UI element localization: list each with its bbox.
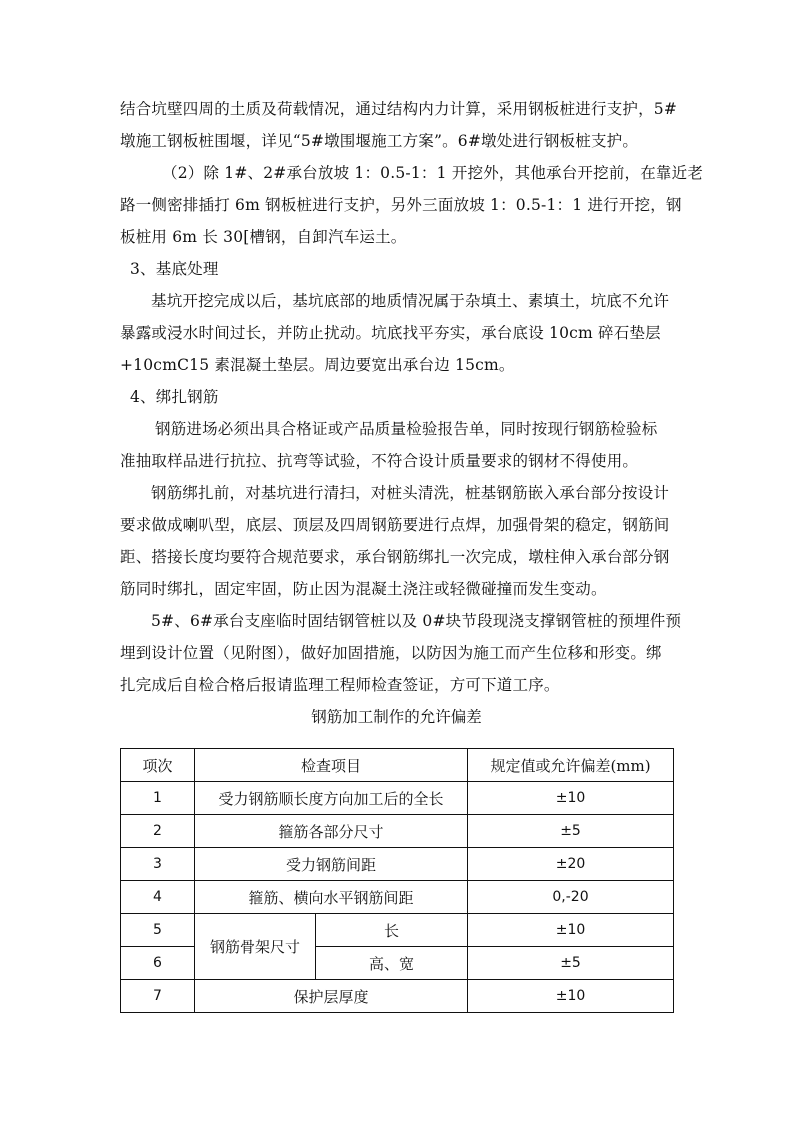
row-no: 6 [121, 947, 195, 980]
row-item: 保护层厚度 [195, 980, 468, 1013]
body-text-line: 墩施工钢板桩围堰，详见“5#墩围堰施工方案”。6#墩处进行钢板桩支护。 [120, 132, 639, 150]
table-row [121, 980, 674, 1013]
row-value: ±10 [468, 980, 674, 1013]
table-row [121, 881, 674, 914]
section-heading: 4、绑扎钢筋 [130, 388, 219, 406]
row-no: 1 [121, 782, 195, 815]
body-text-line: 板桩用 6m 长 30[槽钢，自卸汽车运土。 [120, 228, 407, 246]
body-text-line: 埋到设计位置（见附图），做好加固措施，以防因为施工而产生位移和形变。绑 [120, 644, 662, 662]
row-subitem: 长 [316, 914, 468, 947]
row-item: 箍筋、横向水平钢筋间距 [195, 881, 468, 914]
header-value: 规定值或允许偏差(mm) [468, 749, 674, 782]
body-text-line: 基坑开挖完成以后，基坑底部的地质情况属于杂填土、素填土，坑底不允许 [151, 292, 670, 310]
body-text-line: 钢筋绑扎前，对基坑进行清扫，对桩头清洗，桩基钢筋嵌入承台部分按设计 [151, 484, 670, 502]
row-no: 3 [121, 848, 195, 881]
row-subitem: 高、宽 [316, 947, 468, 980]
body-text-line: 暴露或浸水时间过长，并防止扰动。坑底找平夯实，承台底设 10cm 碎石垫层 [120, 324, 661, 342]
row-no: 2 [121, 815, 195, 848]
row-item: 受力钢筋顺长度方向加工后的全长 [195, 782, 468, 815]
body-text-line: +10cmC15 素混凝土垫层。周边要宽出承台边 15cm。 [120, 356, 515, 374]
table-header-row [121, 749, 674, 782]
body-text-line: 路一侧密排插打 6m 钢板桩进行支护，另外三面放坡 1：0.5-1：1 进行开挖，钢 [120, 196, 682, 214]
row-value: ±5 [468, 815, 674, 848]
row-item: 箍筋各部分尺寸 [195, 815, 468, 848]
row-value: ±10 [468, 782, 674, 815]
body-text-line: 要求做成喇叭型，底层、顶层及四周钢筋要进行点焊，加强骨架的稳定，钢筋间 [120, 516, 670, 534]
row-no: 7 [121, 980, 195, 1013]
body-text-line: 5#、6#承台支座临时固结钢管桩以及 0#块节段现浇支撑钢管桩的预埋件预 [151, 612, 682, 630]
row-value: 0,-20 [468, 881, 674, 914]
row-value: ±5 [468, 947, 674, 980]
row-value: ±10 [468, 914, 674, 947]
table-row [121, 914, 674, 947]
header-no: 项次 [121, 749, 195, 782]
table-row [121, 782, 674, 815]
body-text-line: 钢筋进场必须出具合格证或产品质量检验报告单，同时按现行钢筋检验标 [155, 420, 658, 438]
row-group-item: 钢筋骨架尺寸 [195, 914, 316, 980]
body-text-line: 筋同时绑扎，固定牢固，防止因为混凝土浇注或轻微碰撞而发生变动。 [120, 580, 607, 598]
header-item: 检查项目 [195, 749, 468, 782]
body-text-line: 结合坑壁四周的土质及荷载情况，通过结构内力计算，采用钢板桩进行支护，5# [120, 100, 678, 118]
row-no: 5 [121, 914, 195, 947]
row-value: ±20 [468, 848, 674, 881]
section-heading: 3、基底处理 [130, 260, 219, 278]
table-row [121, 848, 674, 881]
body-text-line: （2）除 1#、2#承台放坡 1：0.5-1：1 开挖外，其他承台开挖前，在靠近老 [162, 164, 704, 182]
table-caption: 钢筋加工制作的允许偏差 [311, 708, 482, 726]
table-row [121, 815, 674, 848]
tolerance-table [120, 748, 674, 1013]
row-item: 受力钢筋间距 [195, 848, 468, 881]
body-text-line: 准抽取样品进行抗拉、抗弯等试验，不符合设计质量要求的钢材不得使用。 [120, 452, 639, 470]
row-no: 4 [121, 881, 195, 914]
body-text-line: 距、搭接长度均要符合规范要求，承台钢筋绑扎一次完成，墩柱伸入承台部分钢 [120, 548, 670, 566]
body-text-line: 扎完成后自检合格后报请监理工程师检查签证，方可下道工序。 [120, 676, 560, 694]
